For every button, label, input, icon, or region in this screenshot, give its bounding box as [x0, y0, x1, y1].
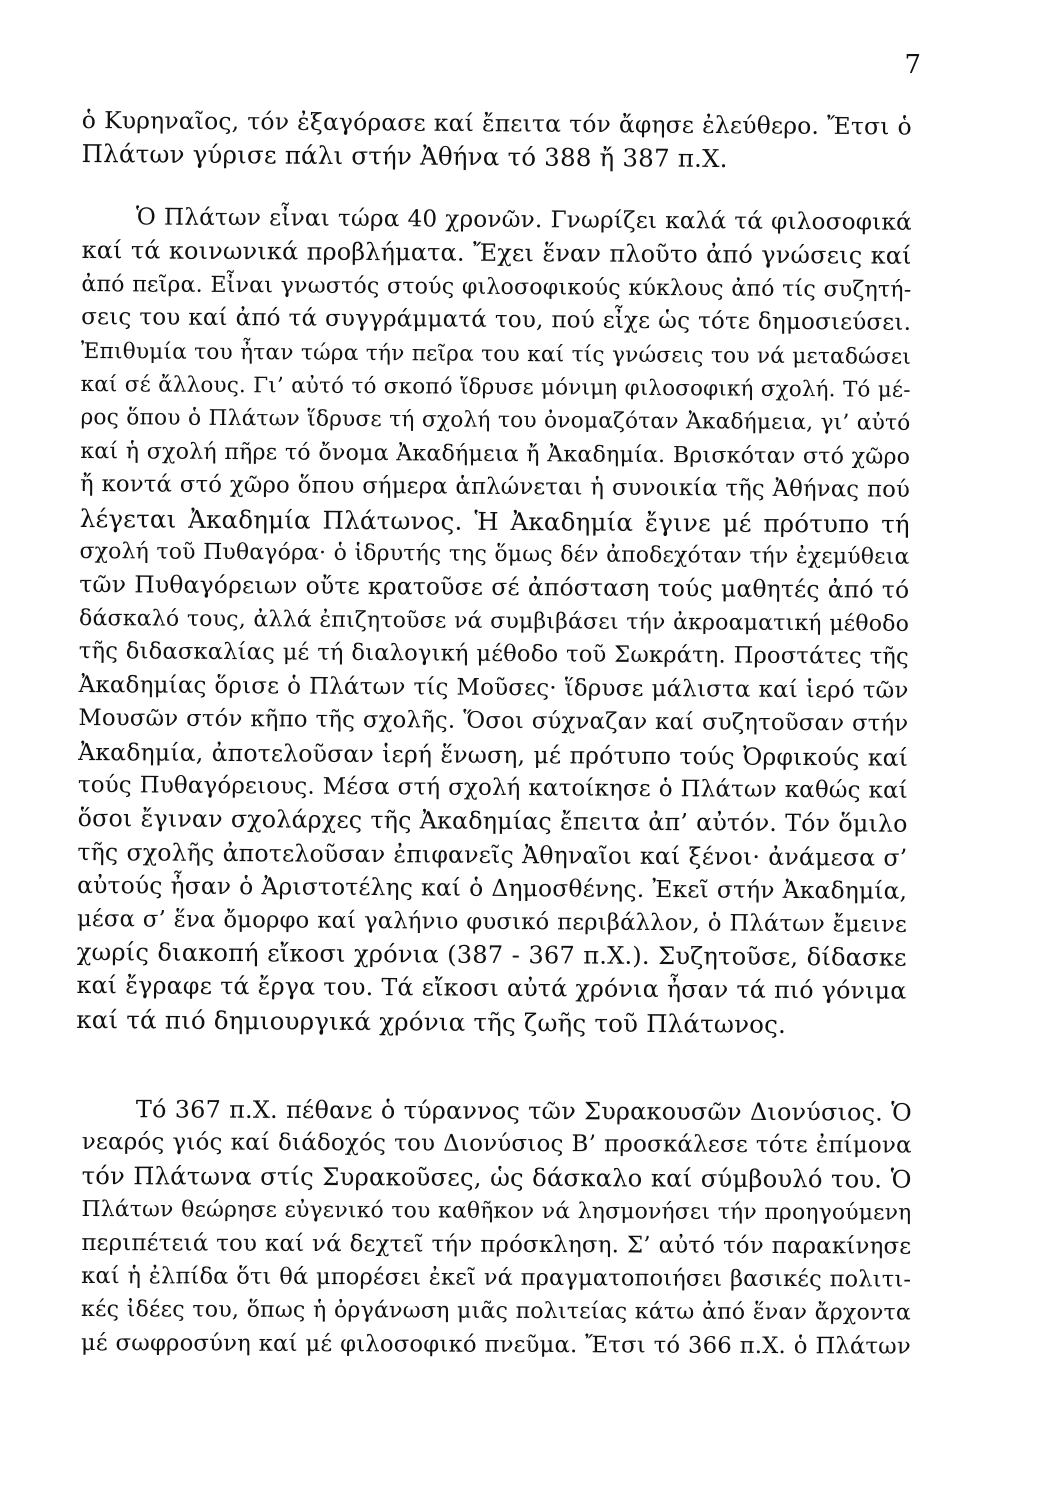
text-line: Ὁ Πλάτων εἶναι τώρα 40 χρονῶν. Γνωρίζει καλά τά φιλοσοφικά	[135, 204, 912, 236]
text-line: σεις του καί ἀπό τά συγγράμματά του, πού εἶχε ὡς τότε δημοσιεύσει.	[81, 304, 912, 337]
text-line: περιπέτειά του καί νά δεχτεῖ τήν πρόσκληση. Σ’ αὐτό τόν παρακίνησε	[81, 1229, 912, 1260]
text-line: νεαρός γιός καί διάδοχός του Διονύσιος Β’ προσκάλεσε τότε ἐπίμονα	[81, 1129, 912, 1160]
text-line: ἀπό πεῖρα. Εἶναι γνωστός στούς φιλοσοφικούς κύκλους ἀπό τίς συζητή-	[81, 271, 912, 303]
text-line: τῆς σχολῆς ἀποτελοῦσαν ἐπιφανεῖς Ἀθηναῖοι καί ξένοι· ἀνάμεσα σ’	[77, 837, 908, 872]
paragraph-3	[81, 1093, 912, 1364]
text-line: τῶν Πυθαγόρειων οὔτε κρατοῦσε σέ ἀπόσταση τούς μαθητές ἀπό τό	[79, 570, 910, 605]
text-line: καί ἡ σχολή πῆρε τό ὄνομα Ἀκαδήμεια ἤ Ἀκαδημία. Βρισκόταν στό χῶρο	[80, 437, 911, 470]
text-line: λέγεται Ἀκαδημία Πλάτωνος. Ἡ Ἀκαδημία ἔγινε μέ πρότυπο τή	[79, 503, 910, 539]
text-line: χωρίς διακοπή εἴκοσι χρόνια (387 - 367 π.Χ.). Συζητοῦσε, δίδασκε	[76, 937, 907, 972]
text-line: δάσκαλό τους, ἀλλά ἐπιζητοῦσε νά συμβιβάσει τήν ἀκροαματική μέθοδο	[78, 605, 910, 637]
text-line: τούς Πυθαγόρειους. Μέσα στή σχολή κατοίκησε ὁ Πλάτων καθώς καί	[77, 771, 908, 804]
page-number: 7	[904, 50, 921, 80]
text-line: ὁ Κυρηναῖος, τόν ἐξαγόρασε καί ἔπειτα τόν ἄφησε ἐλεύθερο. Ἔτσι ὁ	[81, 105, 912, 141]
text-line: Ἀκαδημία, ἀποτελοῦσαν ἱερή ἕνωση, μέ πρότυπο τούς Ὀρφικούς καί	[78, 737, 909, 772]
text-line: ἤ κοντά στό χῶρο ὅπου σήμερα ἁπλώνεται ἡ συνοικία τῆς Ἀθήνας πού	[79, 471, 911, 504]
text-line: μέ σωφροσύνη καί μέ φιλοσοφικό πνεῦμα. Ἔτσι τό 366 π.Χ. ὁ Πλάτων	[80, 1329, 911, 1360]
text-line: Ἀκαδημίας ὅρισε ὁ Πλάτων τίς Μοῦσες· ἵδρυσε μάλιστα καί ἱερό τῶν	[78, 671, 909, 704]
paragraph-1	[81, 104, 911, 177]
text-line: μέσα σ’ ἕνα ὄμορφο καί γαλήνιο φυσικό περιβάλλον, ὁ Πλάτων ἔμεινε	[76, 905, 908, 938]
text-line: αὐτούς ἦσαν ὁ Ἀριστοτέλης καί ὁ Δημοσθένης. Ἐκεῖ στήν Ἀκαδημία,	[77, 871, 908, 905]
text-line: καί ἡ ἐλπίδα ὅτι θά μπορέσει ἐκεῖ νά πραγματοποιήσει βασικές πολιτι-	[81, 1263, 912, 1293]
text-line: Πλάτων θεώρησε εὐγενικό του καθῆκον νά λησμονήσει τήν προηγούμενη	[81, 1197, 912, 1226]
text-line: καί σέ ἄλλους. Γι’ αὐτό τό σκοπό ἵδρυσε μόνιμη φιλοσοφική σχολή. Τό μέ-	[80, 372, 911, 403]
text-line: σχολή τοῦ Πυθαγόρα· ὁ ἱδρυτής της ὅμως δέν ἀποδεχόταν τήν ἐχεμύθεια	[79, 539, 910, 570]
text-line: καί τά κοινωνικά προβλήματα. Ἔχει ἕναν πλοῦτο ἀπό γνώσεις καί	[81, 236, 912, 271]
paragraph-2	[76, 201, 912, 1042]
text-line: Μουσῶν στόν κῆπο τῆς σχολῆς. Ὅσοι σύχναζαν καί συζητοῦσαν στήν	[78, 705, 909, 737]
text-line: ὅσοι ἔγιναν σχολάρχες τῆς Ἀκαδημίας ἔπειτα ἀπ’ αὐτόν. Τόν ὅμιλο	[77, 804, 908, 839]
text-line: Ἐπιθυμία του ἦταν τώρα τήν πεῖρα του καί τίς γνώσεις του νά μεταδώσει	[80, 338, 912, 370]
text-line: Τό 367 π.Χ. πέθανε ὁ τύραννος τῶν Συρακουσῶν Διονύσιος. Ὁ	[135, 1095, 912, 1127]
text-line: καί ἔγραφε τά ἔργα του. Τά εἴκοσι αὐτά χρόνια ἦσαν τά πιό γόνιμα	[76, 971, 907, 1006]
text-line: κές ἰδέες του, ὅπως ἡ ὀργάνωση μιᾶς πολιτείας κάτω ἀπό ἕναν ἄρχοντα	[80, 1297, 912, 1327]
text-line: Πλάτων γύρισε πάλι στήν Ἀθήνα τό 388 ἤ 387 π.Χ.	[81, 139, 728, 174]
text-line: τόν Πλάτωνα στίς Συρακοῦσες, ὡς δάσκαλο καί σύμβουλό του. Ὁ	[81, 1161, 912, 1194]
text-line: καί τά πιό δημιουργικά χρόνια τῆς ζωῆς τοῦ Πλάτωνος.	[76, 1004, 787, 1039]
text-line: ρος ὅπου ὁ Πλάτων ἵδρυσε τή σχολή του ὀνομαζόταν Ἀκαδήμεια, γι’ αὐτό	[80, 405, 911, 437]
text-line: τῆς διδασκαλίας μέ τή διαλογική μέθοδο τοῦ Σωκράτη. Προστάτες τῆς	[78, 638, 909, 671]
